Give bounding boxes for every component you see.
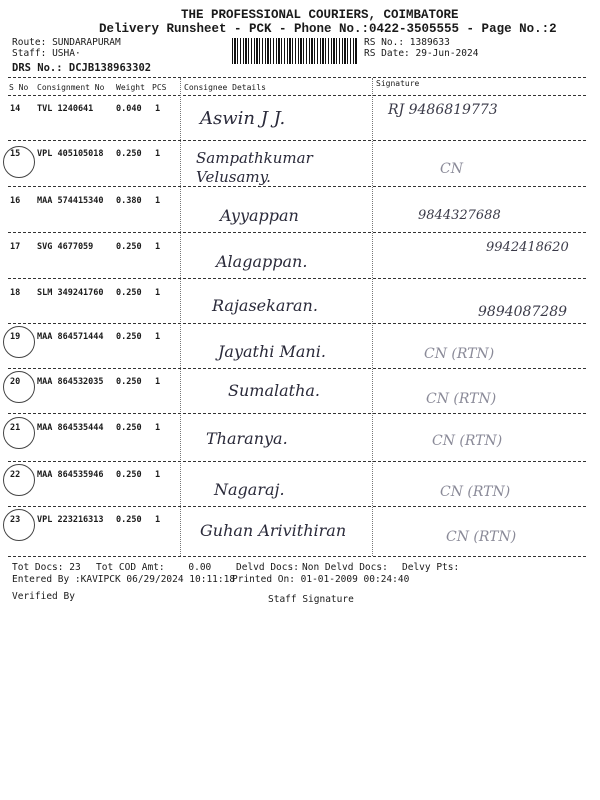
row-pcs: 1 xyxy=(155,470,161,480)
rs-date-field xyxy=(364,48,478,59)
rs-date-value: 29-Jun-2024 xyxy=(415,48,479,59)
row-sno: 20 xyxy=(10,377,21,387)
rs-no-field xyxy=(364,37,450,48)
table-row xyxy=(0,190,600,230)
row-consignment: MAA 864535946 xyxy=(37,470,104,480)
row-consignment: SLM 349241760 xyxy=(37,288,104,298)
tot-cod-field xyxy=(96,562,211,573)
row-divider xyxy=(8,278,586,279)
row-sno: 15 xyxy=(10,149,21,159)
table-row xyxy=(0,417,600,457)
row-divider xyxy=(8,556,586,557)
col-sno: S No xyxy=(9,83,29,92)
col-consignment: Consignment No xyxy=(37,83,105,92)
row-consignee-handwriting: Sampathkumar Velusamy. xyxy=(196,149,313,186)
delvd-docs-label: Delvd Docs: xyxy=(236,562,299,573)
row-signature-handwriting: 9942418620 xyxy=(486,240,569,255)
row-circle-mark xyxy=(3,371,35,403)
rs-date-label: RS Date: xyxy=(364,48,410,59)
row-consignee-handwriting: Rajasekaran. xyxy=(212,296,318,315)
row-consignee-handwriting: Guhan Arivithiran xyxy=(200,521,347,540)
row-sno: 14 xyxy=(10,104,21,114)
tot-docs-value: 23 xyxy=(69,562,81,573)
printed-on: Printed On: 01-01-2009 00:24:40 xyxy=(232,574,410,585)
staff-label: Staff: xyxy=(12,48,47,59)
table-row xyxy=(0,98,600,138)
row-signature-handwriting: RJ 9486819773 xyxy=(388,102,498,118)
row-divider xyxy=(8,506,586,507)
row-signature-handwriting: 9894087289 xyxy=(478,304,568,320)
row-circle-mark xyxy=(3,417,35,449)
row-divider xyxy=(8,140,586,141)
row-weight: 0.380 xyxy=(116,196,142,206)
row-consignment: TVL 1240641 xyxy=(37,104,94,114)
col-consignee: Consignee Details xyxy=(184,83,266,92)
row-weight: 0.250 xyxy=(116,288,142,298)
row-consignee-handwriting: Sumalatha. xyxy=(228,381,320,400)
row-consignee-handwriting: Tharanya. xyxy=(206,429,288,448)
row-sno: 23 xyxy=(10,515,21,525)
row-sno: 17 xyxy=(10,242,21,252)
row-divider xyxy=(8,232,586,233)
row-sno: 19 xyxy=(10,332,21,342)
header-divider xyxy=(8,77,586,78)
row-weight: 0.250 xyxy=(116,423,142,433)
delvy-pts-label: Delvy Pts: xyxy=(402,562,460,573)
company-title: THE PROFESSIONAL COURIERS, COIMBATORE xyxy=(181,8,459,22)
row-weight: 0.250 xyxy=(116,332,142,342)
row-weight: 0.250 xyxy=(116,149,142,159)
route-field xyxy=(12,37,121,48)
row-divider xyxy=(8,186,586,187)
row-signature-handwriting: CN (RTN) xyxy=(440,484,511,500)
table-row xyxy=(0,143,600,186)
row-pcs: 1 xyxy=(155,149,161,159)
row-sno: 16 xyxy=(10,196,21,206)
row-signature-handwriting: CN xyxy=(440,161,463,177)
tot-docs-label: Tot Docs: xyxy=(12,562,64,573)
row-weight: 0.250 xyxy=(116,242,142,252)
table-row xyxy=(0,236,600,276)
col-pcs: PCS xyxy=(152,83,167,92)
tot-cod-value: 0.00 xyxy=(188,562,212,573)
row-weight: 0.040 xyxy=(116,104,142,114)
entered-by: Entered By :KAVIPCK 06/29/2024 10:11:18 xyxy=(12,574,236,585)
staff-signature-label: Staff Signature xyxy=(268,594,354,605)
table-row xyxy=(0,371,600,411)
rs-no-value: 1389633 xyxy=(409,37,450,48)
drs-value: DCJB138963302 xyxy=(68,62,152,74)
row-consignment: VPL 223216313 xyxy=(37,515,104,525)
row-consignment: MAA 864571444 xyxy=(37,332,104,342)
drs-field xyxy=(12,62,151,74)
row-consignee-handwriting: Alagappan. xyxy=(216,252,308,271)
table-row xyxy=(0,509,600,549)
row-signature-handwriting: 9844327688 xyxy=(418,208,501,223)
row-sno: 22 xyxy=(10,470,21,480)
row-circle-mark xyxy=(3,509,35,541)
row-weight: 0.250 xyxy=(116,377,142,387)
row-consignment: VPL 405105018 xyxy=(37,149,104,159)
barcode xyxy=(232,38,358,64)
row-sno: 21 xyxy=(10,423,21,433)
tot-docs-field xyxy=(12,562,81,573)
row-weight: 0.250 xyxy=(116,515,142,525)
table-row xyxy=(0,464,600,504)
col-signature: Signature xyxy=(376,79,420,88)
row-consignee-handwriting: Aswin J J. xyxy=(200,108,286,129)
row-pcs: 1 xyxy=(155,332,161,342)
row-consignment: MAA 864535444 xyxy=(37,423,104,433)
row-consignee-handwriting: Ayyappan xyxy=(220,206,299,225)
row-divider xyxy=(8,323,586,324)
row-signature-handwriting: CN (RTN) xyxy=(426,391,497,407)
row-weight: 0.250 xyxy=(116,470,142,480)
row-circle-mark xyxy=(3,464,35,496)
staff-field xyxy=(12,48,81,59)
row-divider xyxy=(8,461,586,462)
row-consignment: MAA 574415340 xyxy=(37,196,104,206)
row-pcs: 1 xyxy=(155,288,161,298)
row-sno: 18 xyxy=(10,288,21,298)
row-pcs: 1 xyxy=(155,377,161,387)
row-signature-handwriting: CN (RTN) xyxy=(446,529,517,545)
rs-no-label: RS No.: xyxy=(364,37,405,48)
row-consignee-handwriting: Nagaraj. xyxy=(214,480,285,499)
row-consignment: MAA 864532035 xyxy=(37,377,104,387)
row-pcs: 1 xyxy=(155,104,161,114)
header-divider-bottom xyxy=(8,95,586,96)
verified-by-label: Verified By xyxy=(12,591,75,602)
row-pcs: 1 xyxy=(155,196,161,206)
route-label: Route: xyxy=(12,37,47,48)
table-row xyxy=(0,326,600,366)
row-consignee-handwriting: Jayathi Mani. xyxy=(218,342,326,361)
col-weight: Weight xyxy=(116,83,145,92)
table-row xyxy=(0,282,600,322)
row-circle-mark xyxy=(3,326,35,358)
non-delvd-docs-label: Non Delvd Docs: xyxy=(302,562,388,573)
row-divider xyxy=(8,413,586,414)
runsheet-title: Delivery Runsheet - PCK - Phone No.:0422-3505555 - Page No.:2 xyxy=(99,22,557,36)
row-consignment: SVG 4677059 xyxy=(37,242,94,252)
drs-label: DRS No.: xyxy=(12,62,63,74)
tot-cod-label: Tot COD Amt: xyxy=(96,562,165,573)
row-divider xyxy=(8,368,586,369)
row-pcs: 1 xyxy=(155,423,161,433)
staff-value: USHA· xyxy=(52,48,81,59)
row-signature-handwriting: CN (RTN) xyxy=(432,433,503,449)
route-value: SUNDARAPURAM xyxy=(52,37,121,48)
row-signature-handwriting: CN (RTN) xyxy=(424,346,495,362)
row-pcs: 1 xyxy=(155,242,161,252)
row-pcs: 1 xyxy=(155,515,161,525)
